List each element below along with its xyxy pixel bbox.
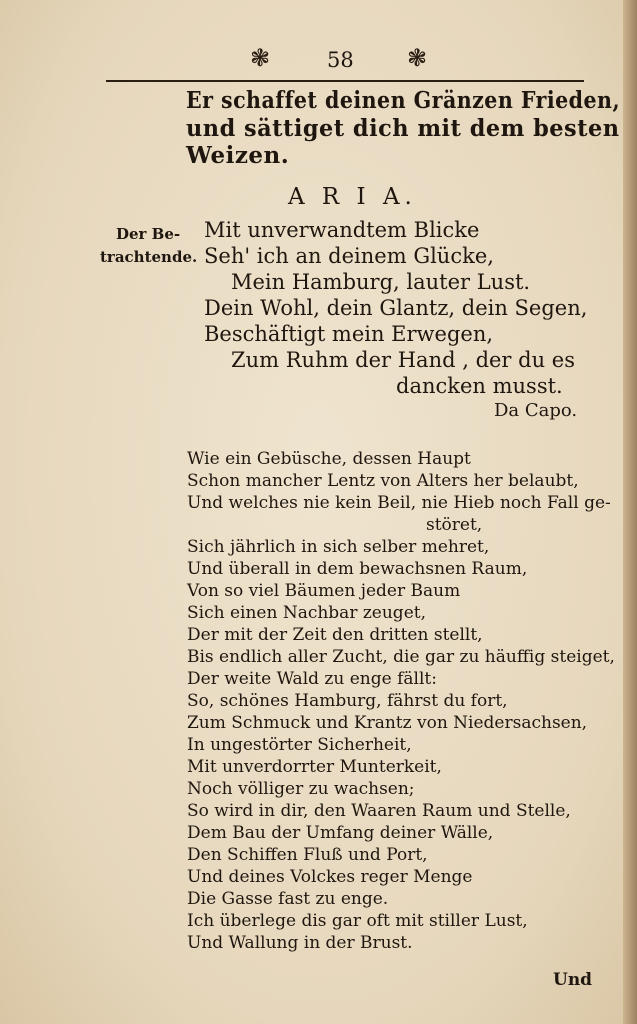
- page-number: 58: [327, 48, 354, 72]
- da-capo: Da Capo.: [494, 400, 578, 421]
- side-note: Der Be-: [116, 225, 181, 243]
- aria-line: dancken musst.: [396, 374, 563, 398]
- recitative-line: Noch völliger zu wachsen;: [187, 779, 415, 799]
- recitative-line: Und Wallung in der Brust.: [187, 933, 413, 953]
- catchword: Und: [553, 970, 593, 990]
- intro-line: Weizen.: [186, 142, 290, 169]
- recitative-line: Dem Bau der Umfang deiner Wälle,: [187, 823, 494, 843]
- recitative-line: Sich einen Nachbar zeuget,: [187, 603, 426, 623]
- recitative-line: Der mit der Zeit den dritten stellt,: [187, 625, 483, 645]
- aria-title: A R I A.: [288, 184, 417, 210]
- page-header: [232, 44, 462, 76]
- recitative-line: In ungestörter Sicherheit,: [187, 735, 412, 755]
- intro-line: und sättiget dich mit dem besten: [186, 115, 620, 142]
- ornament-left-icon: ❃: [250, 44, 271, 72]
- recitative-line: Und überall in dem bewachsnen Raum,: [187, 559, 528, 579]
- recitative-line: Schon mancher Lentz von Alters her belaubt,: [187, 471, 579, 491]
- intro-line: Er schaffet deinen Gränzen Frieden,: [186, 87, 621, 114]
- recitative-line: Mit unverdorrter Munterkeit,: [187, 757, 442, 777]
- recitative-line: Zum Schmuck und Krantz von Niedersachsen,: [187, 713, 588, 733]
- recitative-line: Wie ein Gebüsche, dessen Haupt: [187, 449, 471, 469]
- recitative-line: Sich jährlich in sich selber mehret,: [187, 537, 490, 557]
- page-edge: [623, 0, 637, 1024]
- recitative-line: Und deines Volckes reger Menge: [187, 867, 473, 887]
- aria-line: Zum Ruhm der Hand , der du es: [231, 348, 575, 372]
- recitative-line: Ich überlege dis gar oft mit stiller Lust,: [187, 911, 528, 931]
- side-note: trachtende.: [100, 248, 198, 266]
- recitative-line: Der weite Wald zu enge fällt:: [187, 669, 437, 689]
- recitative-line: störet,: [426, 515, 483, 535]
- header-rule: [106, 80, 584, 82]
- recitative-line: So wird in dir, den Waaren Raum und Stelle,: [187, 801, 571, 821]
- aria-line: Seh' ich an deinem Glücke,: [204, 244, 494, 268]
- recitative-line: So, schönes Hamburg, fährst du fort,: [187, 691, 508, 711]
- aria-line: Beschäftigt mein Erwegen,: [204, 322, 494, 346]
- recitative-line: Von so viel Bäumen jeder Baum: [187, 581, 461, 601]
- aria-line: Mein Hamburg, lauter Lust.: [231, 270, 531, 294]
- recitative-line: Die Gasse fast zu enge.: [187, 889, 389, 909]
- aria-line: Dein Wohl, dein Glantz, dein Segen,: [204, 296, 588, 320]
- recitative-line: Den Schiffen Fluß und Port,: [187, 845, 428, 865]
- recitative-line: Bis endlich aller Zucht, die gar zu häuffig steiget,: [187, 647, 615, 667]
- ornament-right-icon: ❃: [407, 44, 428, 72]
- aria-line: Mit unverwandtem Blicke: [204, 218, 480, 242]
- recitative-line: Und welches nie kein Beil, nie Hieb noch Fall ge-: [187, 493, 611, 513]
